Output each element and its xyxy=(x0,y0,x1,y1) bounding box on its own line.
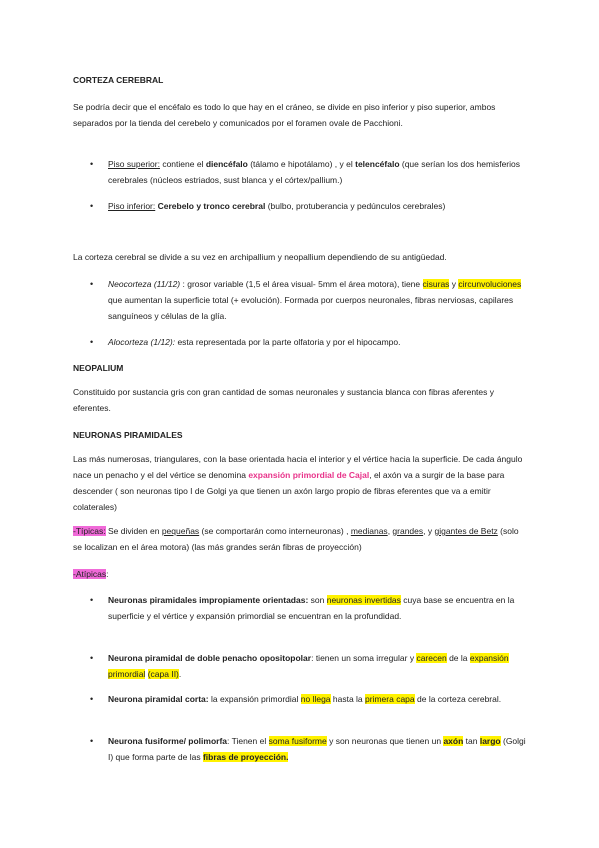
term-diencefalo: diencéfalo xyxy=(205,159,248,169)
term-gigantes-betz: gigantes de Betz xyxy=(434,526,498,536)
atipica-term: Neuronas piramidales impropiamente orientadas: xyxy=(108,595,309,605)
text-run: que aumentan la superficie total (+ evolución). Formada por cuerpos neuronales, fibras nerviosas, capilares sanguíneos y células de la glía. xyxy=(108,295,514,321)
highlight: fibras de proyección. xyxy=(202,752,289,762)
section-heading-neuronas-piramidales: NEURONAS PIRAMIDALES xyxy=(73,430,183,440)
list-item-piso-superior xyxy=(108,156,528,188)
highlight: axón xyxy=(443,736,464,746)
text-run: de la xyxy=(446,653,470,663)
text-run: , xyxy=(387,526,393,536)
term-medianas: medianas xyxy=(350,526,388,536)
highlight: no llega xyxy=(300,694,331,704)
atipica-term: Neurona fusiforme/ polimorfa xyxy=(108,736,228,746)
term-expansion-primordial: expansión primordial de Cajal xyxy=(248,470,370,480)
highlight: largo xyxy=(479,736,501,746)
atipicas-heading xyxy=(73,566,528,582)
piso-inferior-label: Piso inferior: xyxy=(108,201,156,211)
text-run: (solo se localizan en el área motora) (las más grandes serán fibras de proyección) xyxy=(73,526,519,552)
text-run: la expansión primordial xyxy=(208,694,301,704)
intro-paragraph: Se podría decir que el encéfalo es todo lo que hay en el cráneo, se divide en piso inferior y piso superior, ambos separados por la tienda del cerebelo y comunicados por el foramen ovale de Pacchioni. xyxy=(73,102,496,128)
text-run: son xyxy=(308,595,327,605)
text-run: esta representada por la parte olfatoria y por el hipocampo. xyxy=(175,337,401,347)
text-run: cuya base se encuentra en la superficie y el vértice y expansión primordial se encuentran en la profundidad. xyxy=(108,595,515,621)
text-run: Se dividen en xyxy=(105,526,162,536)
text-run: (tálamo e hipotálamo) , y el xyxy=(247,159,356,169)
text-run: : Tienen el xyxy=(227,736,269,746)
section-heading-neopalium: NEOPALIUM xyxy=(73,363,124,373)
text-run: : xyxy=(106,569,109,579)
highlight: expansión primordial xyxy=(108,653,509,679)
bullet-icon: • xyxy=(90,279,94,289)
text-run: (que serían los dos hemisferios cerebrales (núcleos estriados, sust blanca y el córtex/pallium.) xyxy=(108,159,520,185)
bullet-icon: • xyxy=(90,595,94,605)
bullet-icon: • xyxy=(90,159,94,169)
bullet-icon: • xyxy=(90,736,94,746)
list-item-piso-inferior xyxy=(108,198,528,214)
highlight-circunvoluciones: circunvoluciones xyxy=(458,279,522,289)
text-run: tan xyxy=(463,736,480,746)
list-item-atipica-3 xyxy=(108,691,528,707)
atipica-term: Neurona piramidal corta: xyxy=(108,694,209,704)
divide-paragraph: La corteza cerebral se divide a su vez en archipallium y neopallium dependiendo de su antigüedad. xyxy=(73,252,447,262)
bullet-icon: • xyxy=(90,201,94,211)
atipicas-label: -Atípicas xyxy=(73,569,107,579)
bullet-icon: • xyxy=(90,337,94,347)
highlight: carecen xyxy=(416,653,447,663)
text-run: : tienen un soma irregular y xyxy=(311,653,417,663)
highlight: primera capa xyxy=(365,694,415,704)
page-title: CORTEZA CEREBRAL xyxy=(73,75,164,85)
neopalium-paragraph: Constituido por sustancia gris con gran cantidad de somas neuronales y sustancia blanca con fibras aferentes y eferentes. xyxy=(73,387,494,413)
list-item-atipica-1 xyxy=(108,592,528,624)
tipicas-label: -Típicas: xyxy=(73,526,106,536)
text-run: (bulbo, protuberancia y pedúnculos cerebrales) xyxy=(265,201,446,211)
text-run: (Golgi I) que forma parte de las xyxy=(108,736,526,762)
text-run: de la corteza cerebral. xyxy=(414,694,502,704)
list-item-alocorteza xyxy=(108,334,528,350)
text-run: , y xyxy=(423,526,435,536)
piso-superior-label: Piso superior: xyxy=(108,159,160,169)
text-run: y xyxy=(449,279,459,289)
atipica-term: Neurona piramidal de doble penacho opositopolar xyxy=(108,653,312,663)
piramidales-paragraph xyxy=(73,451,528,515)
term-cerebelo: Cerebelo y tronco cerebral xyxy=(155,201,266,211)
text-run: hasta la xyxy=(330,694,366,704)
list-item-atipica-2 xyxy=(108,650,528,682)
bullet-icon: • xyxy=(90,694,94,704)
highlight: neuronas invertidas xyxy=(326,595,401,605)
text-run: (se comportarán como interneuronas) , xyxy=(199,526,351,536)
alocorteza-label: Alocorteza (1/12): xyxy=(108,337,176,347)
text-run: : grosor variable (1,5 el área visual- 5mm el área motora), tiene xyxy=(180,279,423,289)
highlight: (capa II) xyxy=(147,669,179,679)
neocorteza-label: Neocorteza (11/12) xyxy=(108,279,181,289)
text-run: , el axón va a surgir de la base para descender ( son neuronas tipo I de Golgi ya que tienen un axón largo propio de fibras eferentes que va a emitir colaterales) xyxy=(73,470,505,512)
tipicas-paragraph xyxy=(73,523,528,555)
text-run: Las más numerosas, triangulares, con la base orientada hacia el interior y el vértice hacia la superficie. De cada ángulo nace un penacho y el del vértice se denomina xyxy=(73,454,523,480)
text-run: contiene el xyxy=(159,159,206,169)
text-run: y son neuronas que tienen un xyxy=(326,736,444,746)
bullet-icon: • xyxy=(90,653,94,663)
highlight-cisuras: cisuras xyxy=(422,279,450,289)
term-grandes: grandes xyxy=(392,526,424,536)
term-pequenas: pequeñas xyxy=(161,526,200,536)
list-item-atipica-4 xyxy=(108,733,528,765)
list-item-neocorteza xyxy=(108,276,528,324)
text-run: . xyxy=(178,669,182,679)
term-telencefalo: telencéfalo xyxy=(355,159,400,169)
highlight: soma fusiforme xyxy=(268,736,327,746)
